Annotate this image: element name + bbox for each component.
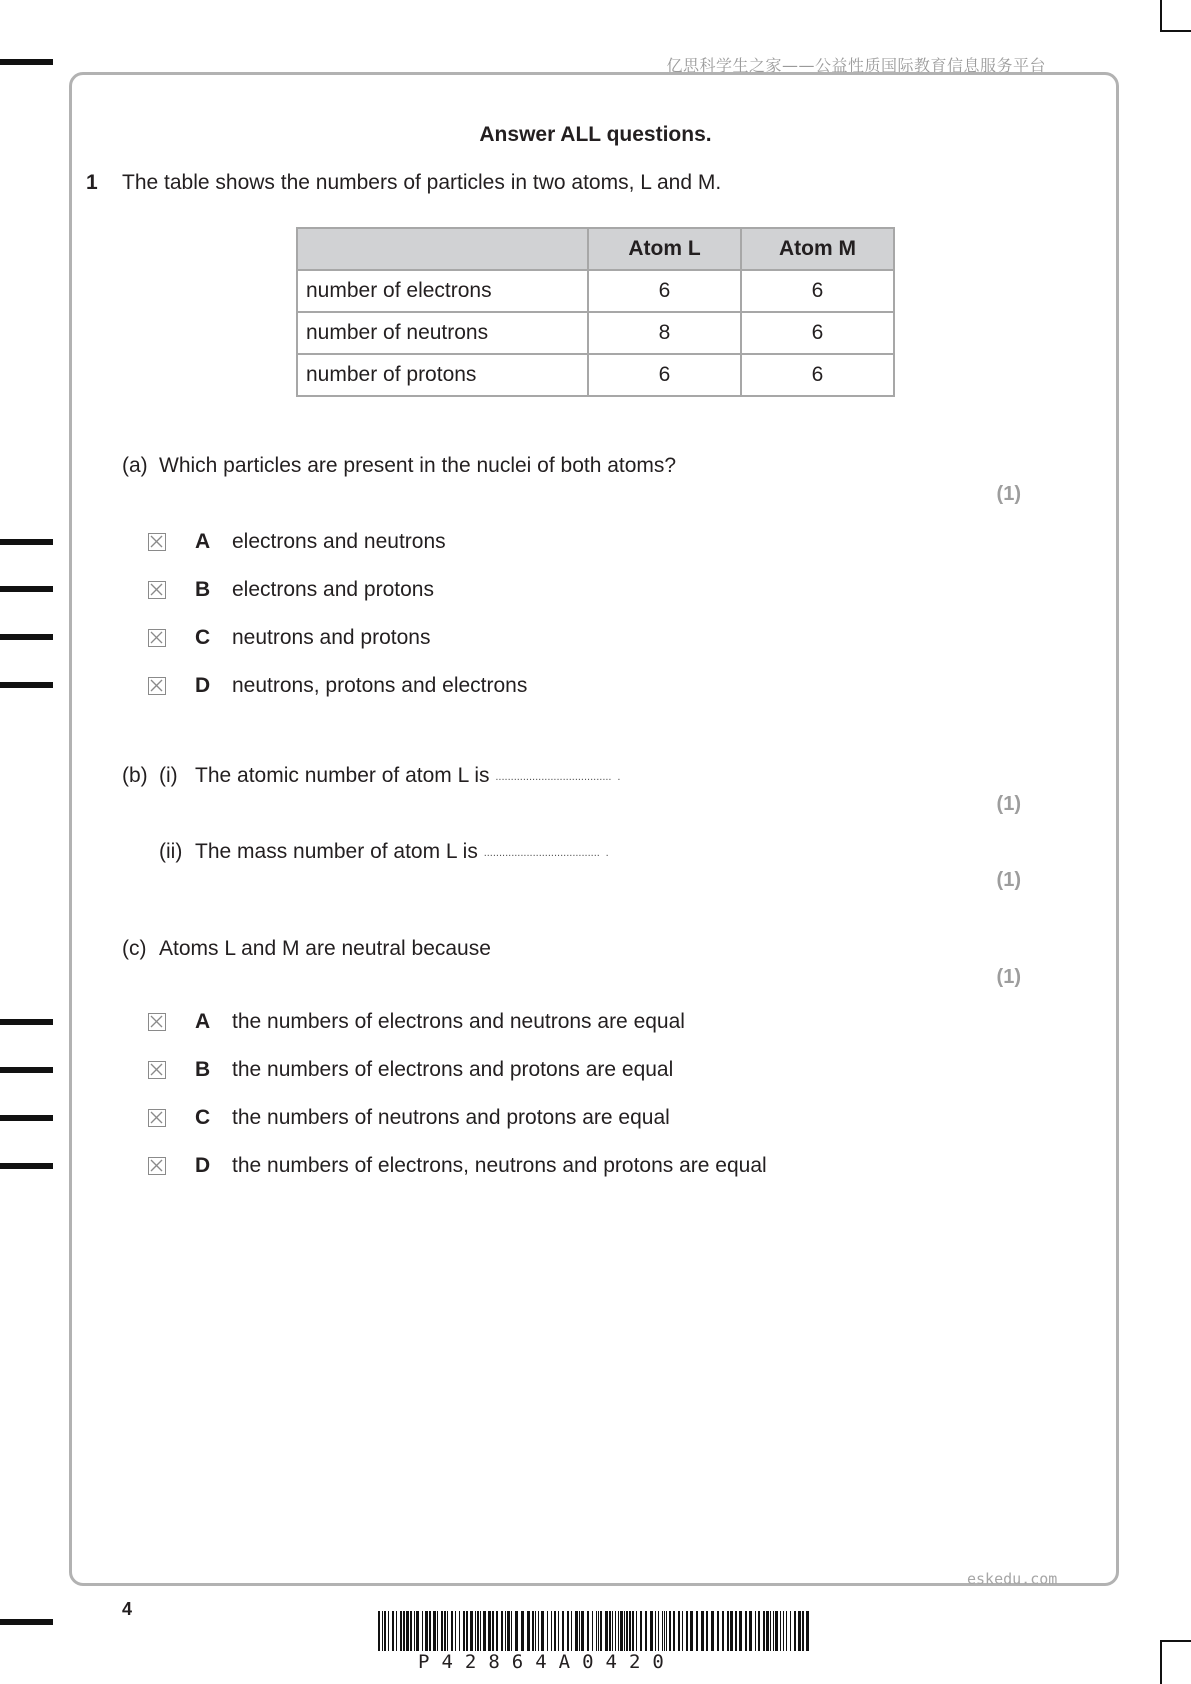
table-header: Atom M bbox=[741, 228, 894, 270]
option-text: the numbers of electrons, neutrons and protons are equal bbox=[232, 1154, 767, 1177]
option-letter: D bbox=[195, 1154, 211, 1177]
table-cell: 6 bbox=[588, 354, 741, 396]
part-b-label: (b) bbox=[122, 764, 148, 787]
table-row bbox=[297, 354, 894, 396]
crop-mark bbox=[1160, 1640, 1162, 1684]
table-cell: 6 bbox=[588, 270, 741, 312]
part-b-i-marks: (1) bbox=[996, 793, 1021, 815]
edge-mark bbox=[0, 59, 53, 65]
checkbox-icon[interactable] bbox=[148, 533, 166, 551]
part-b-ii-label: (ii) bbox=[159, 840, 183, 863]
option-text: the numbers of neutrons and protons are equal bbox=[232, 1106, 670, 1129]
part-a-marks: (1) bbox=[996, 483, 1021, 505]
barcode-text: P42864A0420 bbox=[418, 1651, 676, 1673]
option-letter: A bbox=[195, 1010, 211, 1033]
end-punctuation: . bbox=[605, 847, 609, 859]
answer-blank[interactable]: ...................................... bbox=[483, 847, 600, 859]
part-b-ii-text: The mass number of atom L is bbox=[195, 840, 478, 863]
checkbox-icon[interactable] bbox=[148, 581, 166, 599]
table-cell: 6 bbox=[741, 270, 894, 312]
option-text: the numbers of electrons and neutrons are equal bbox=[232, 1010, 685, 1033]
option-text: the numbers of electrons and protons are equal bbox=[232, 1058, 674, 1081]
edge-mark bbox=[0, 539, 53, 545]
table-cell: number of neutrons bbox=[297, 312, 588, 354]
end-punctuation: . bbox=[617, 771, 621, 783]
option-letter: B bbox=[195, 1058, 211, 1081]
table-header bbox=[297, 228, 588, 270]
checkbox-icon[interactable] bbox=[148, 1061, 166, 1079]
answer-blank[interactable]: ...................................... bbox=[495, 771, 612, 783]
table-cell: number of protons bbox=[297, 354, 588, 396]
checkbox-icon[interactable] bbox=[148, 1109, 166, 1127]
part-b-ii-question bbox=[195, 840, 609, 864]
option-text: electrons and protons bbox=[232, 578, 434, 601]
table-cell: 6 bbox=[741, 312, 894, 354]
option-text: neutrons and protons bbox=[232, 626, 431, 649]
edge-mark bbox=[0, 586, 53, 592]
part-c-label: (c) bbox=[122, 937, 147, 960]
crop-mark bbox=[1160, 30, 1191, 32]
option-letter: C bbox=[195, 626, 211, 649]
watermark-bottom: eskedu.com bbox=[967, 1570, 1058, 1588]
table-header-row bbox=[297, 228, 894, 270]
part-b-i-text: The atomic number of atom L is bbox=[195, 764, 490, 787]
part-a-label: (a) bbox=[122, 454, 148, 477]
option-letter: A bbox=[195, 530, 211, 553]
part-b-i-question bbox=[195, 764, 620, 788]
table-row bbox=[297, 270, 894, 312]
checkbox-icon[interactable] bbox=[148, 1013, 166, 1031]
part-c-marks: (1) bbox=[996, 966, 1021, 988]
part-b-ii-marks: (1) bbox=[996, 869, 1021, 891]
option-text: neutrons, protons and electrons bbox=[232, 674, 528, 697]
question-text: The table shows the numbers of particles in two atoms, L and M. bbox=[122, 171, 722, 194]
edge-mark bbox=[0, 634, 53, 640]
edge-mark bbox=[0, 1067, 53, 1073]
option-letter: C bbox=[195, 1106, 211, 1129]
edge-mark bbox=[0, 682, 53, 688]
part-c-question: Atoms L and M are neutral because bbox=[159, 937, 491, 960]
edge-mark bbox=[0, 1115, 53, 1121]
part-a-question: Which particles are present in the nuclei of both atoms? bbox=[159, 454, 677, 477]
table-cell: number of electrons bbox=[297, 270, 588, 312]
table-cell: 6 bbox=[741, 354, 894, 396]
edge-mark bbox=[0, 1019, 53, 1025]
table-header: Atom L bbox=[588, 228, 741, 270]
barcode-icon bbox=[378, 1611, 810, 1651]
edge-mark bbox=[0, 1163, 53, 1169]
table-cell: 8 bbox=[588, 312, 741, 354]
particles-table bbox=[296, 227, 895, 397]
watermark-top: 亿思科学生之家——公益性质国际教育信息服务平台 bbox=[666, 56, 1046, 75]
checkbox-icon[interactable] bbox=[148, 1157, 166, 1175]
page-number: 4 bbox=[122, 1599, 133, 1619]
option-letter: B bbox=[195, 578, 211, 601]
option-letter: D bbox=[195, 674, 211, 697]
option-text: electrons and neutrons bbox=[232, 530, 446, 553]
page-heading: Answer ALL questions. bbox=[479, 123, 712, 146]
edge-mark bbox=[0, 1619, 53, 1625]
crop-mark bbox=[1160, 0, 1162, 30]
table-row bbox=[297, 312, 894, 354]
part-b-i-label: (i) bbox=[159, 764, 178, 787]
question-number: 1 bbox=[86, 171, 98, 194]
checkbox-icon[interactable] bbox=[148, 629, 166, 647]
checkbox-icon[interactable] bbox=[148, 677, 166, 695]
crop-mark bbox=[1162, 1640, 1191, 1642]
